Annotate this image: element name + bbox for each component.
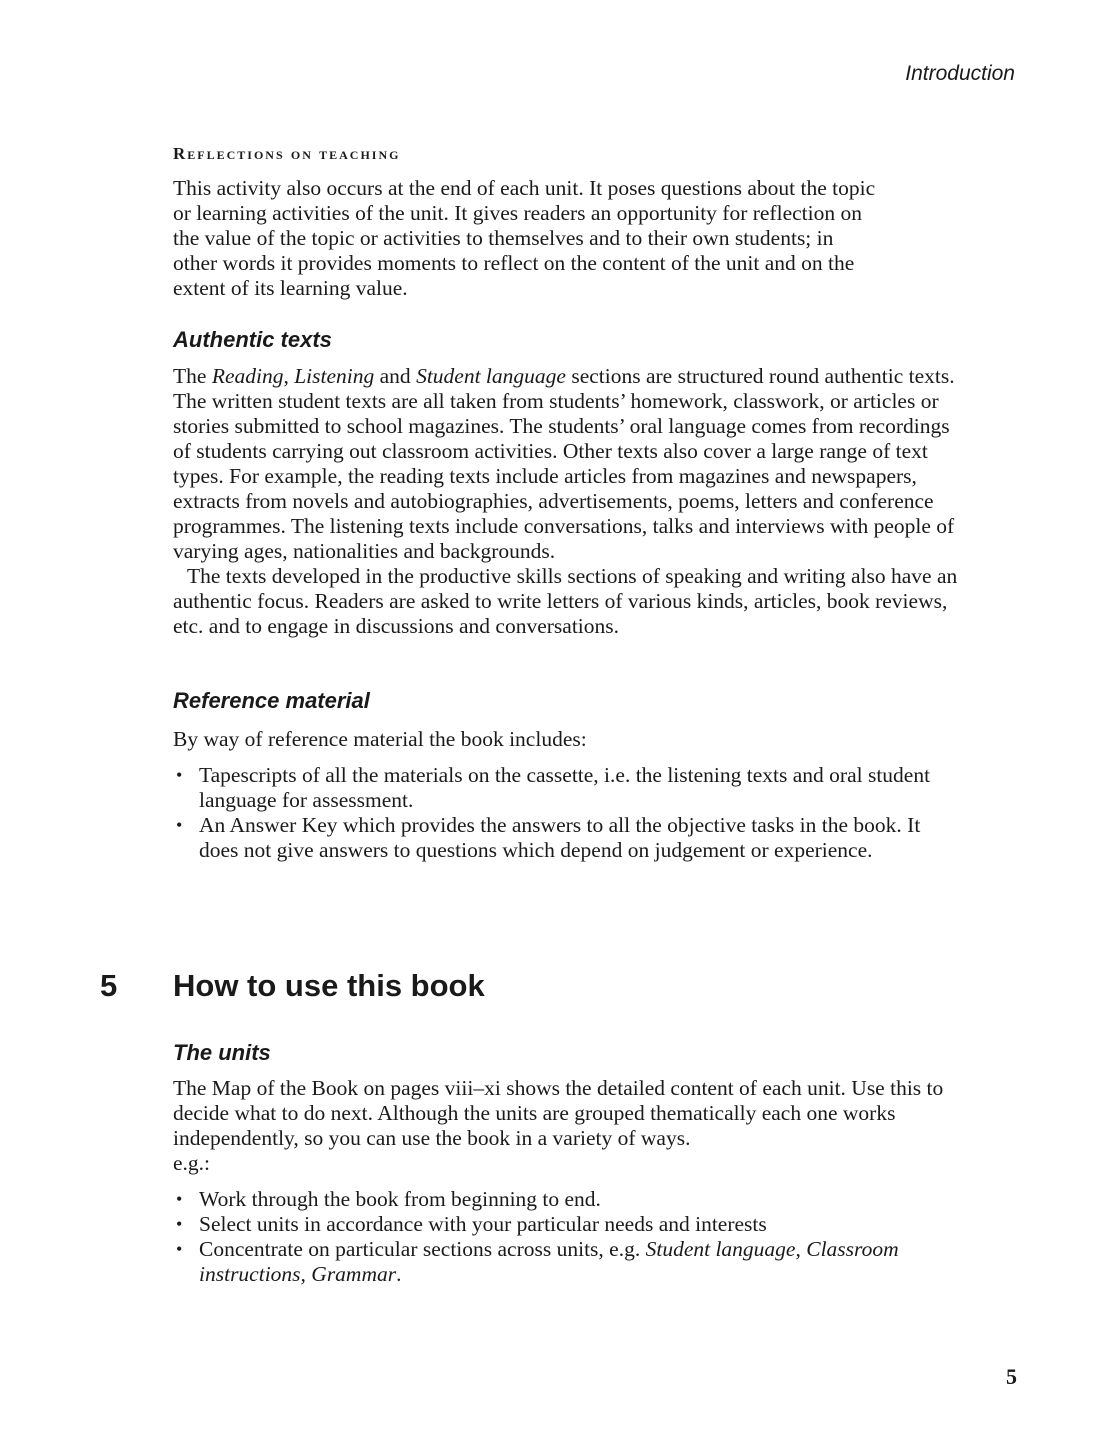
units-body — [173, 1076, 963, 1287]
bullet-icon: • — [176, 815, 183, 835]
authentic-body — [173, 364, 963, 639]
italic-listening: Listening — [294, 364, 375, 388]
units-list — [173, 1187, 963, 1287]
units-section — [173, 1040, 973, 1066]
authentic-heading: Authentic texts — [173, 327, 332, 352]
italic-student-language: Student language — [416, 364, 566, 388]
reference-list — [173, 763, 943, 863]
reflections-section — [173, 144, 973, 164]
units-paragraph: The Map of the Book on pages viii–xi shows the detailed content of each unit. Use this to decide what to do next. Although the units are grouped thematically each one works independently, so you can use the book in a variety of ways. — [173, 1076, 944, 1150]
list-item — [173, 1212, 963, 1237]
list-item — [173, 1187, 963, 1212]
bullet-icon: • — [176, 1214, 183, 1234]
section-number: 5 — [100, 968, 118, 1003]
reference-body — [173, 727, 943, 863]
bullet-icon: • — [176, 1189, 183, 1209]
list-item-text: Work through the book from beginning to end. — [199, 1187, 601, 1211]
text-run: The — [173, 364, 212, 388]
list-item-text: An Answer Key which provides the answers to all the objective tasks in the book. It does not give answers to questions which depend on judgement or experience. — [199, 813, 921, 862]
running-head: Introduction — [905, 62, 1015, 85]
reflections-heading: Reflections on teaching — [173, 144, 401, 163]
text-run: and — [374, 364, 417, 388]
reflections-line-3: the value of the topic or activities to themselves and to their own students; in — [173, 226, 834, 250]
page-number: 5 — [1006, 1364, 1017, 1389]
reflections-paragraph — [173, 176, 973, 301]
text-run: , — [283, 364, 295, 388]
section-title: How to use this book — [173, 968, 485, 1003]
list-item-text: Select units in accordance with your particular needs and interests — [199, 1212, 767, 1236]
units-eg: e.g.: — [173, 1151, 211, 1175]
list-item — [173, 813, 943, 863]
reference-section — [173, 688, 973, 714]
text-run: sections are structured round authentic texts. The written student texts are all taken from students’ homework, classwork, or articles or stories submitted to school magazines. The students’ oral language comes from recordings of students carrying out classroom activities. Other texts also cover a large range of text types. For example, the reading texts include articles from magazines and newspapers, extracts from novels and autobiographies, advertisements, poems, letters and conference programmes. The listening texts include conversations, talks and interviews with people of varying ages, nationalities and backgrounds. — [173, 364, 955, 563]
units-heading: The units — [173, 1040, 271, 1065]
bullet-icon: • — [176, 1239, 183, 1259]
italic-sections: Student language, Classroom instructions, Grammar — [199, 1237, 899, 1286]
list-item — [173, 763, 943, 813]
reference-heading: Reference material — [173, 688, 370, 713]
italic-reading: Reading — [211, 364, 284, 388]
reference-intro: By way of reference material the book includes: — [173, 727, 587, 751]
list-item-text: Concentrate on particular sections across units, e.g. — [199, 1237, 646, 1261]
authentic-section — [173, 327, 973, 353]
reflections-line-4: other words it provides moments to reflect on the content of the unit and on the — [173, 251, 855, 275]
reflections-line-2: or learning activities of the unit. It gives readers an opportunity for reflection on — [173, 201, 862, 225]
list-item-text: Tapescripts of all the materials on the cassette, i.e. the listening texts and oral student language for assessment. — [199, 763, 931, 812]
reflections-line-1: This activity also occurs at the end of each unit. It poses questions about the topic — [173, 176, 876, 200]
authentic-paragraph-1 — [173, 364, 963, 564]
list-item-text: . — [396, 1262, 402, 1286]
authentic-paragraph-2: The texts developed in the productive skills sections of speaking and writing also have an authentic focus. Readers are asked to write letters of various kinds, articles, book reviews, etc. and to engage in discussions and conversations. — [173, 564, 958, 638]
bullet-icon: • — [176, 765, 183, 785]
list-item — [173, 1237, 963, 1287]
reflections-line-5: extent of its learning value. — [173, 276, 408, 300]
